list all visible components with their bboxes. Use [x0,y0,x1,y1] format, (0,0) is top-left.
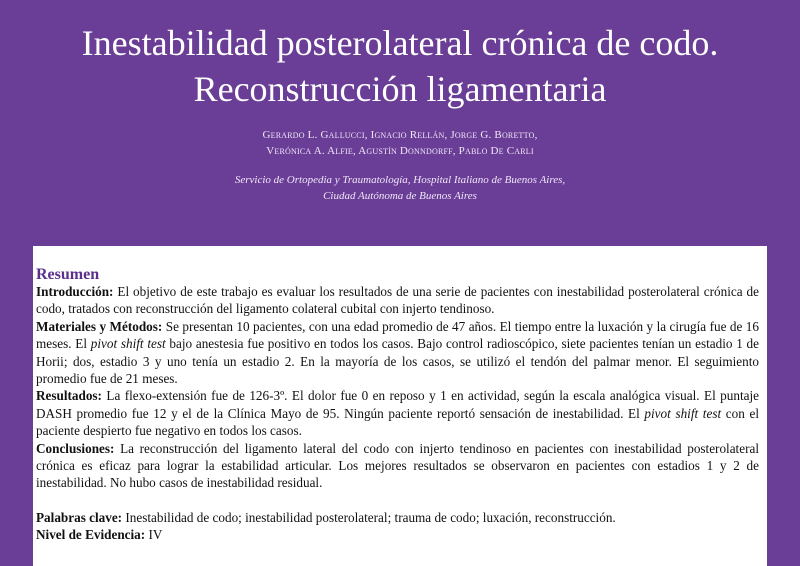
author-list [0,127,800,159]
evidence-text: IV [145,527,163,543]
abstract-heading: Resumen [36,266,100,283]
article-header [0,0,800,246]
evidence-paragraph [36,526,759,543]
methods-paragraph [36,318,759,388]
methods-text-a: Se presentan 10 pacientes, con una edad promedio de 47 años. El tiempo entre la luxación y la cirugía fue de 16 meses. El [36,318,759,352]
introduction-text: El objetivo de este trabajo es evaluar los resultados de una serie de pacientes con inestabilidad posterolateral crónica de codo, tratados con reconstrucción del ligamento colateral cubital con injerto tendinoso. [36,284,759,317]
conclusions-paragraph [36,440,759,492]
authors-line-2: Verónica A. Alfie, Agustín Donndorff, Pablo De Carli [266,145,534,157]
spacer [36,492,759,509]
methods-text-b: bajo anestesia fue positivo en todos los casos. Bajo control radioscópico, siete pacientes tenían un estadio 1 de Horii; dos, estadio 3 y uno tenía un estadio 2. En la mayoría de los casos, se utilizó el tendón del palmar menor. El seguimiento promedio fue de 21 meses. [36,336,760,387]
authors-line-1: Gerardo L. Gallucci, Ignacio Rellán, Jorge G. Boretto, [262,129,538,141]
affiliation-line-1: Servicio de Ortopedia y Traumatología, Hospital Italiano de Buenos Aires, [234,174,566,186]
results-italic-term: pivot shift test [644,405,722,421]
introduction-paragraph [36,283,759,318]
methods-label: Materiales y Métodos: [36,318,163,334]
results-paragraph [36,387,759,439]
introduction-label: Introducción: [36,284,114,299]
affiliation-line-2: Ciudad Autónoma de Buenos Aires [323,190,477,202]
evidence-label: Nivel de Evidencia: [36,527,146,543]
methods-italic-term: pivot shift test [90,336,166,352]
article-title [0,20,800,112]
abstract-panel [33,246,767,566]
title-line-1: Inestabilidad posterolateral crónica de codo. [81,23,719,63]
keywords-text: Inestabilidad de codo; inestabilidad posterolateral; trauma de codo; luxación, reconstrucción. [122,509,616,525]
keywords-label: Palabras clave: [36,509,123,525]
results-text-a: La flexo-extensión fue de 126-3º. El dolor fue 0 en reposo y 1 en actividad, según la escala analógica visual. El puntaje DASH promedio fue 12 y el de la Clínica Mayo de 95. Ningún paciente reportó sensación de inestabilidad. El [36,388,759,421]
conclusions-label: Conclusiones: [36,440,115,456]
keywords-paragraph [36,509,759,526]
results-text-b: con el paciente despierto fue negativo en todos los casos. [36,405,760,439]
affiliation [0,172,800,204]
title-line-2: Reconstrucción ligamentaria [193,69,607,109]
conclusions-text: La reconstrucción del ligamento lateral del codo con injerto tendinoso en pacientes con inestabilidad posterolateral crónica es eficaz para lograr la estabilidad articular. Los mejores resultados se observaron en pacientes con estadios 1 y 2 de inestabilidad. No hubo casos de inestabilidad residual. [36,440,759,491]
results-label: Resultados: [36,388,102,404]
